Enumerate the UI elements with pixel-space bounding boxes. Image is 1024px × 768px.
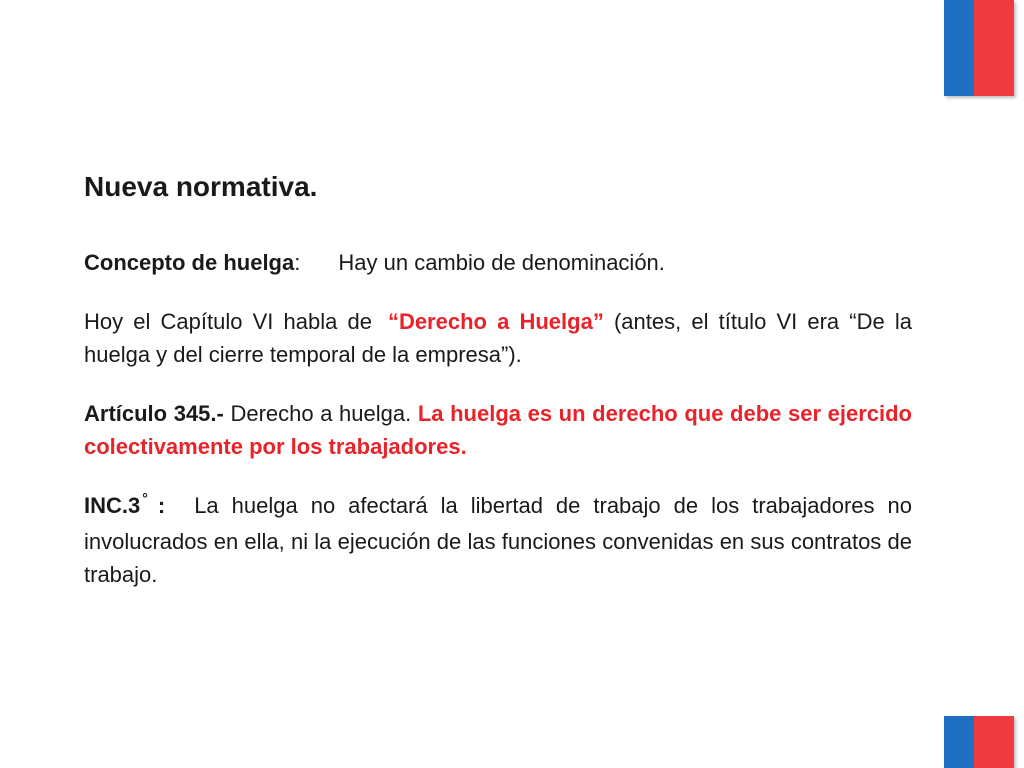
article-paragraph [84, 397, 912, 463]
concept-label: Concepto de huelga [84, 249, 295, 275]
flag-red-bar [974, 716, 1014, 768]
inciso-text: La huelga no afectará la libertad de trabajo de los trabajadores no involucrados en ella, ni la ejecución de las funciones convenidas en sus contratos de trabajo. [84, 492, 912, 587]
article-label: Artículo 345.- [84, 400, 224, 426]
concept-text: Hay un cambio de denominación. [338, 249, 665, 275]
article-text: Derecho a huelga. [230, 400, 412, 426]
article-highlight: La huelga es un derecho que debe ser ejercido colectivamente por los trabajadores. [84, 400, 912, 459]
inciso-label: INC.3 [84, 492, 141, 518]
inciso-degree: ° [142, 489, 148, 506]
concept-colon: : [294, 249, 301, 275]
slide-title: Nueva normativa. [84, 171, 318, 202]
slide-content [84, 170, 912, 617]
chapter-prefix: Hoy el Capítulo VI habla de [84, 308, 372, 334]
inciso-colon: : [157, 492, 166, 518]
flag-blue-bar [944, 716, 974, 768]
inciso-paragraph [84, 489, 912, 591]
flag-blue-bar [944, 0, 974, 96]
chapter-suffix: (antes, el título VI era “De la huelga y del cierre temporal de la empresa”). [84, 308, 912, 367]
flag-decoration-bottom [944, 716, 1014, 768]
flag-red-bar [974, 0, 1014, 96]
chapter-highlight: “Derecho a Huelga” [387, 308, 604, 334]
flag-decoration-top [944, 0, 1014, 96]
chapter-paragraph [84, 305, 912, 371]
concept-line [84, 246, 912, 279]
